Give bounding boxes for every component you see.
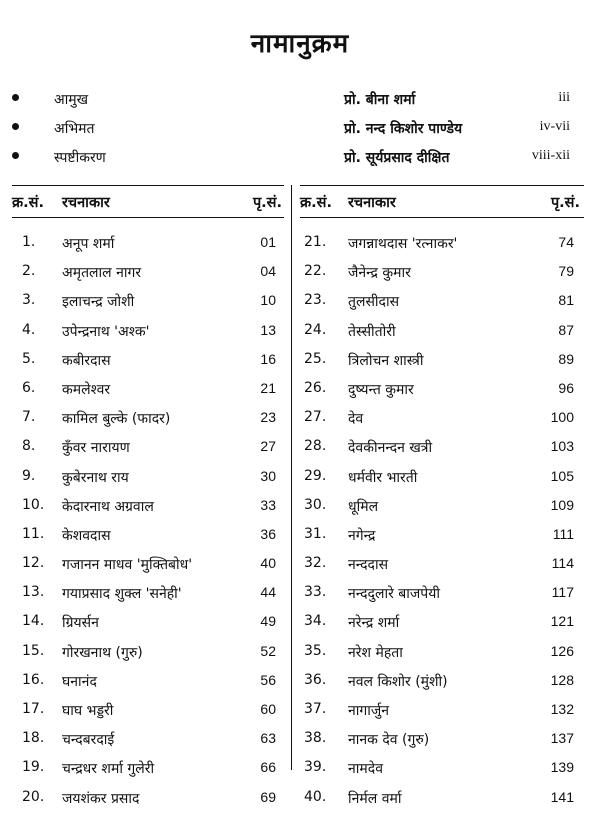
entry-number: 17. [22,701,45,717]
index-entry [300,288,582,317]
front-matter-label: अभिमत [54,121,95,137]
entry-number: 23. [304,292,327,309]
header-page: पृ.सं. [550,195,580,211]
entry-writer: कबीरदास [62,352,111,369]
entry-writer: नानक देव (गुरु) [348,732,430,749]
entry-page: 89 [558,350,574,367]
entry-page: 36 [260,525,276,542]
index-entry [300,434,582,463]
entry-number: 1. [22,234,36,250]
header-writer: रचनाकार [62,195,110,211]
entry-number: 35. [304,642,327,659]
entry-page: 100 [550,409,574,426]
entry-page: 69 [260,788,276,805]
table-header-rule-left [12,217,284,218]
entry-writer: जगन्नाथदास 'रत्नाकर' [348,236,458,252]
entry-writer: अमृतलाल नागर [62,265,142,282]
index-entry [300,405,582,434]
front-matter-author: प्रो. सूर्यप्रसाद दीक्षित [344,150,450,166]
entry-number: 31. [304,525,327,542]
index-entry [300,230,582,259]
entry-page: 33 [260,496,276,513]
entry-writer: नरेन्द्र शर्मा [348,615,400,632]
front-matter-pages: iv-vii [539,119,570,134]
entry-writer: ग्रियर्सन [62,615,99,632]
index-entry [12,639,284,668]
entry-writer: केदारनाथ अग्रवाल [62,498,154,515]
index-rows [12,230,284,814]
entry-number: 12. [22,555,45,572]
index-entry [300,668,582,697]
entry-writer: कामिल बुल्के (फादर) [62,411,171,428]
index-entry [300,522,582,551]
bullet-icon [12,152,19,159]
entry-number: 37. [304,701,327,717]
entry-writer: देव [348,411,364,428]
index-entry [12,376,284,405]
entry-number: 7. [22,409,36,426]
entry-writer: नन्ददास [348,557,389,574]
entry-writer: घाघ भड्डरी [62,703,114,719]
entry-writer: केशवदास [62,527,111,544]
entry-page: 114 [551,555,574,572]
entry-page: 16 [260,350,276,367]
entry-number: 5. [22,350,36,367]
entry-writer: नरेश मेहता [348,644,403,661]
column-header [300,186,582,216]
entry-number: 32. [304,555,327,572]
entry-page: 128 [550,671,574,688]
table-header-rule-right [300,217,584,218]
entry-writer: नगेन्द्र [348,527,376,544]
index-entry [300,755,582,784]
index-entry [12,580,284,609]
entry-number: 34. [304,613,327,630]
entry-page: 52 [260,642,276,659]
front-matter-label: आमुख [54,92,89,108]
index-entry [12,522,284,551]
index-entry [12,259,284,288]
entry-page: 60 [260,701,276,717]
index-entry [300,493,582,522]
index-entry [12,464,284,493]
entry-writer: कुबेरनाथ राय [62,469,129,486]
entry-page: 105 [550,467,574,484]
entry-number: 27. [304,409,327,426]
entry-page: 139 [550,759,574,776]
entry-writer: कुँवर नारायण [62,440,130,457]
index-entry [12,318,284,347]
entry-writer: धर्मवीर भारती [348,469,418,486]
entry-writer: निर्मल वर्मा [348,790,402,807]
entry-page: 103 [550,438,574,455]
entry-page: 10 [260,292,276,309]
column-header [12,186,284,216]
entry-number: 22. [304,263,327,280]
entry-number: 16. [22,671,45,688]
entry-page: 21 [260,379,276,396]
entry-page: 141 [550,788,574,805]
index-entry [300,639,582,668]
index-entry [12,493,284,522]
entry-page: 49 [260,613,276,630]
entry-number: 21. [304,234,327,250]
entry-writer: नामदेव [348,761,383,778]
entry-number: 11. [22,525,45,542]
header-serial: क्र.सं. [300,195,332,211]
entry-page: 117 [551,584,574,601]
entry-page: 04 [260,263,276,280]
entry-page: 79 [558,263,574,280]
front-matter-author: प्रो. नन्द किशोर पाण्डेय [344,121,463,137]
index-entry [12,668,284,697]
bullet-icon [12,94,19,101]
entry-writer: उपेन्द्रनाथ 'अश्क' [62,323,150,340]
entry-number: 10. [22,496,45,513]
entry-number: 15. [22,642,45,659]
front-matter-item [0,115,600,144]
entry-number: 3. [22,292,36,309]
entry-page: 96 [558,379,574,396]
entry-page: 121 [550,613,574,630]
entry-page: 40 [260,555,276,572]
index-entry [12,697,284,726]
entry-number: 8. [22,438,36,455]
entry-page: 30 [260,467,276,484]
index-entry [300,697,582,726]
entry-writer: गयाप्रसाद शुक्ल 'सनेही' [62,586,182,603]
entry-writer: त्रिलोचन शास्त्री [348,352,424,369]
entry-writer: देवकीनन्दन खत्री [348,440,433,457]
index-entry [300,464,582,493]
entry-page: 23 [260,409,276,426]
entry-writer: जयशंकर प्रसाद [62,790,140,807]
entry-writer: कमलेश्वर [62,381,111,398]
entry-page: 87 [558,321,574,338]
entry-number: 39. [304,759,327,776]
page-title: नामानुक्रम [250,29,350,59]
index-entry [300,551,582,580]
entry-number: 33. [304,584,327,601]
index-entry [12,347,284,376]
entry-writer: तेस्सीतोरी [348,323,396,340]
entry-number: 2. [22,263,36,280]
entry-number: 25. [304,350,327,367]
entry-writer: नागार्जुन [348,703,390,719]
index-entry [300,347,582,376]
entry-writer: गोरखनाथ (गुरु) [62,644,143,661]
index-entry [300,318,582,347]
index-entry [300,376,582,405]
index-entry [12,405,284,434]
entry-page: 74 [558,234,574,250]
entry-number: 28. [304,438,327,455]
index-entry [12,785,284,814]
front-matter-author: प्रो. बीना शर्मा [344,92,416,108]
entry-number: 19. [22,759,45,776]
entry-number: 13. [22,584,45,601]
entry-writer: तुलसीदास [348,294,400,311]
entry-writer: अनूप शर्मा [62,236,115,252]
index-entry [300,259,582,288]
entry-number: 6. [22,379,36,396]
index-entry [12,726,284,755]
entry-writer: दुष्यन्त कुमार [348,381,414,398]
entry-page: 126 [550,642,574,659]
entry-page: 111 [552,525,574,542]
entry-writer: गजानन माधव 'मुक्तिबोध' [62,557,193,574]
index-entry [300,580,582,609]
header-writer: रचनाकार [348,195,396,211]
entry-writer: चन्द्रधर शर्मा गुलेरी [62,761,155,778]
index-entry [300,609,582,638]
header-serial: क्र.सं. [12,195,44,211]
index-entry [12,230,284,259]
entry-number: 26. [304,379,327,396]
entry-page: 132 [550,701,574,717]
entry-page: 66 [260,759,276,776]
entry-number: 30. [304,496,327,513]
index-column-left [12,186,284,807]
entry-page: 109 [550,496,574,513]
entry-writer: नन्ददुलारे बाजपेयी [348,586,440,603]
entry-writer: जैनेन्द्र कुमार [348,265,411,282]
entry-number: 18. [22,730,45,747]
index-entry [12,609,284,638]
entry-writer: चन्दबरदाई [62,732,115,749]
front-matter-pages: viii-xii [531,148,570,163]
index-entry [300,726,582,755]
entry-number: 40. [304,788,327,805]
entry-number: 20. [22,788,45,805]
entry-writer: इलाचन्द्र जोशी [62,294,135,311]
header-page: पृ.सं. [252,195,282,211]
entry-page: 44 [260,584,276,601]
entry-writer: नवल किशोर (मुंशी) [348,673,448,690]
entry-page: 27 [260,438,276,455]
front-matter-pages: iii [558,90,570,105]
entry-page: 81 [558,292,574,309]
entry-number: 14. [22,613,45,630]
index-rows [300,230,582,814]
entry-writer: घनानंद [62,673,97,690]
index-entry [12,551,284,580]
entry-page: 01 [260,234,276,250]
front-matter-label: स्पष्टीकरण [54,150,106,166]
front-matter-list [0,86,600,173]
entry-page: 137 [550,730,574,747]
index-entry [12,288,284,317]
entry-number: 24. [304,321,327,338]
entry-number: 36. [304,671,327,688]
entry-page: 56 [260,671,276,688]
index-entry [12,434,284,463]
column-divider [291,185,292,770]
bullet-icon [12,123,19,130]
front-matter-item [0,86,600,115]
index-entry [300,785,582,814]
index-entry [12,755,284,784]
front-matter-item [0,144,600,173]
entry-page: 13 [260,321,276,338]
entry-number: 29. [304,467,327,484]
index-column-right [300,186,582,807]
entry-number: 9. [22,467,36,484]
entry-number: 4. [22,321,36,338]
entry-writer: धूमिल [348,498,379,515]
entry-page: 63 [260,730,276,747]
entry-number: 38. [304,730,327,747]
